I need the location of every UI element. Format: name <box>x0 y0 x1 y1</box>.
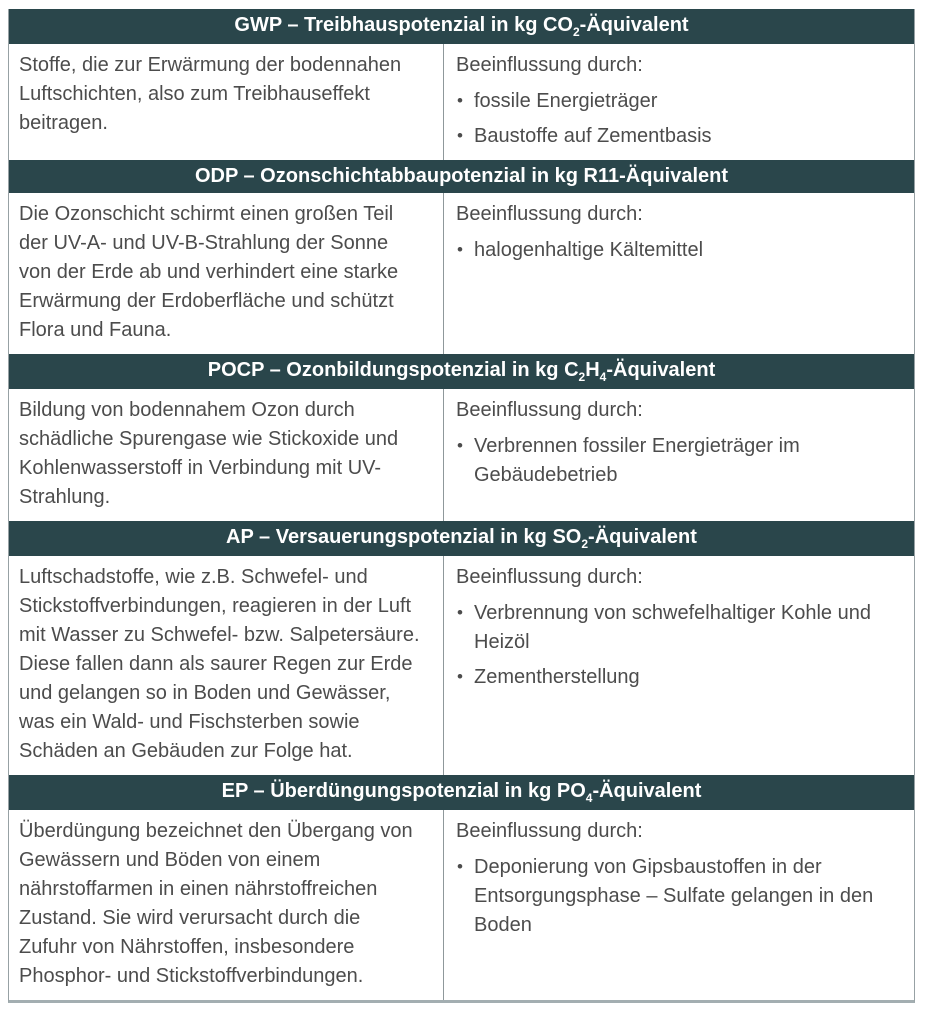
influence-cell <box>444 389 914 521</box>
section-header-title <box>207 359 716 384</box>
impact-section <box>9 775 914 1000</box>
section-description: Bildung von bodennahem Ozon durch schädliche Spurengase wie Stickoxide und Kohlenwasserstoff in Verbindung mit UV-Strahlung. <box>19 399 399 508</box>
section-body <box>9 193 914 354</box>
environmental-impact-table <box>8 9 915 1003</box>
influence-heading: Beeinflussung durch: <box>456 399 643 421</box>
title-text: -Äquivalent <box>588 526 697 548</box>
influence-item <box>456 432 900 490</box>
influence-item <box>456 663 900 692</box>
title-subscript: 2 <box>578 370 586 384</box>
impact-section <box>9 9 914 160</box>
bullet-icon: • <box>457 603 463 622</box>
title-subscript: 2 <box>581 537 589 551</box>
bullet-icon: • <box>457 240 463 259</box>
influence-text: Deponierung von Gipsbaustoffen in der Entsorgungsphase – Sulfate gelangen in den Boden <box>474 856 874 936</box>
section-body <box>9 810 914 1000</box>
influence-list <box>456 432 900 490</box>
title-text: H <box>585 359 600 381</box>
bullet-icon: • <box>457 667 463 686</box>
description-cell <box>9 556 444 775</box>
section-header <box>9 521 914 556</box>
section-header-title <box>234 14 689 39</box>
section-header <box>9 354 914 389</box>
section-description: Die Ozonschicht schirmt einen großen Teil der UV-A- und UV-B-Strahlung der Sonne von der Erde ab und verhindert eine starke Erwärmung der Erdoberfläche und schützt Flora und Fauna. <box>19 203 399 341</box>
influence-text: halogenhaltige Kältemittel <box>474 239 704 261</box>
bullet-icon: • <box>457 126 463 145</box>
influence-item <box>456 599 900 657</box>
bullet-icon: • <box>457 436 463 455</box>
title-text: AP – Versauerungspotenzial in kg SO <box>226 526 582 548</box>
section-header-title <box>195 165 728 187</box>
bullet-icon: • <box>457 91 463 110</box>
description-cell <box>9 44 444 160</box>
section-body <box>9 44 914 160</box>
title-text: -Äquivalent <box>606 359 716 381</box>
influence-text: Zementherstellung <box>474 666 640 688</box>
influence-heading: Beeinflussung durch: <box>456 54 643 76</box>
influence-list <box>456 599 900 692</box>
influence-text: fossile Energieträger <box>474 90 658 112</box>
impact-section <box>9 160 914 354</box>
influence-heading: Beeinflussung durch: <box>456 820 643 842</box>
section-header <box>9 160 914 193</box>
influence-heading: Beeinflussung durch: <box>456 203 643 225</box>
section-header <box>9 9 914 44</box>
title-subscript: 4 <box>599 370 607 384</box>
influence-list <box>456 87 900 151</box>
description-cell <box>9 193 444 354</box>
title-text: EP – Überdüngungspotenzial in kg PO <box>221 780 586 802</box>
impact-section <box>9 521 914 775</box>
description-cell <box>9 389 444 521</box>
title-text: POCP – Ozonbildungspotenzial in kg C <box>207 359 579 381</box>
bullet-icon: • <box>457 857 463 876</box>
section-description: Luftschadstoffe, wie z.B. Schwefel- und Stickstoffverbindungen, reagieren in der Luft mit Wasser zu Schwefel- bzw. Salpetersäure. Diese fallen dann als saurer Regen zur Erde und gelangen so in Boden und Gewässer, was ein Wald- und Fischsterben sowie Schäden an Gebäuden zur Folge hat. <box>19 566 420 762</box>
influence-item <box>456 122 900 151</box>
influence-item <box>456 853 900 940</box>
influence-item <box>456 236 900 265</box>
influence-list <box>456 853 900 940</box>
influence-cell <box>444 556 914 775</box>
section-body <box>9 556 914 775</box>
section-header-title <box>221 780 702 805</box>
section-description: Stoffe, die zur Erwärmung der bodennahen Luftschichten, also zum Treibhauseffekt beitragen. <box>19 54 402 134</box>
title-text: -Äquivalent <box>579 14 689 36</box>
influence-text: Verbrennung von schwefelhaltiger Kohle und Heizöl <box>474 602 871 653</box>
impact-section <box>9 354 914 521</box>
influence-item <box>456 87 900 116</box>
title-subscript: 4 <box>585 791 593 805</box>
section-header <box>9 775 914 810</box>
title-text: GWP – Treibhauspotenzial in kg CO <box>234 14 573 36</box>
influence-cell <box>444 810 914 1000</box>
title-text: -Äquivalent <box>592 780 702 802</box>
influence-text: Baustoffe auf Zementbasis <box>474 125 712 147</box>
description-cell <box>9 810 444 1000</box>
influence-cell <box>444 44 914 160</box>
title-subscript: 2 <box>572 25 580 39</box>
section-description: Überdüngung bezeichnet den Übergang von Gewässern und Böden von einem nährstoffarmen in einen nährstoffreichen Zustand. Sie wird verursacht durch die Zufuhr von Nährstoffen, insbesondere Phosphor- und Stickstoffverbindungen. <box>19 820 413 987</box>
influence-text: Verbrennen fossiler Energieträger im Gebäudebetrieb <box>474 435 800 486</box>
influence-list <box>456 236 900 265</box>
influence-heading: Beeinflussung durch: <box>456 566 643 588</box>
influence-cell <box>444 193 914 354</box>
section-header-title <box>226 526 697 551</box>
section-body <box>9 389 914 521</box>
title-text: ODP – Ozonschichtabbaupotenzial in kg R11-Äquivalent <box>194 165 729 187</box>
